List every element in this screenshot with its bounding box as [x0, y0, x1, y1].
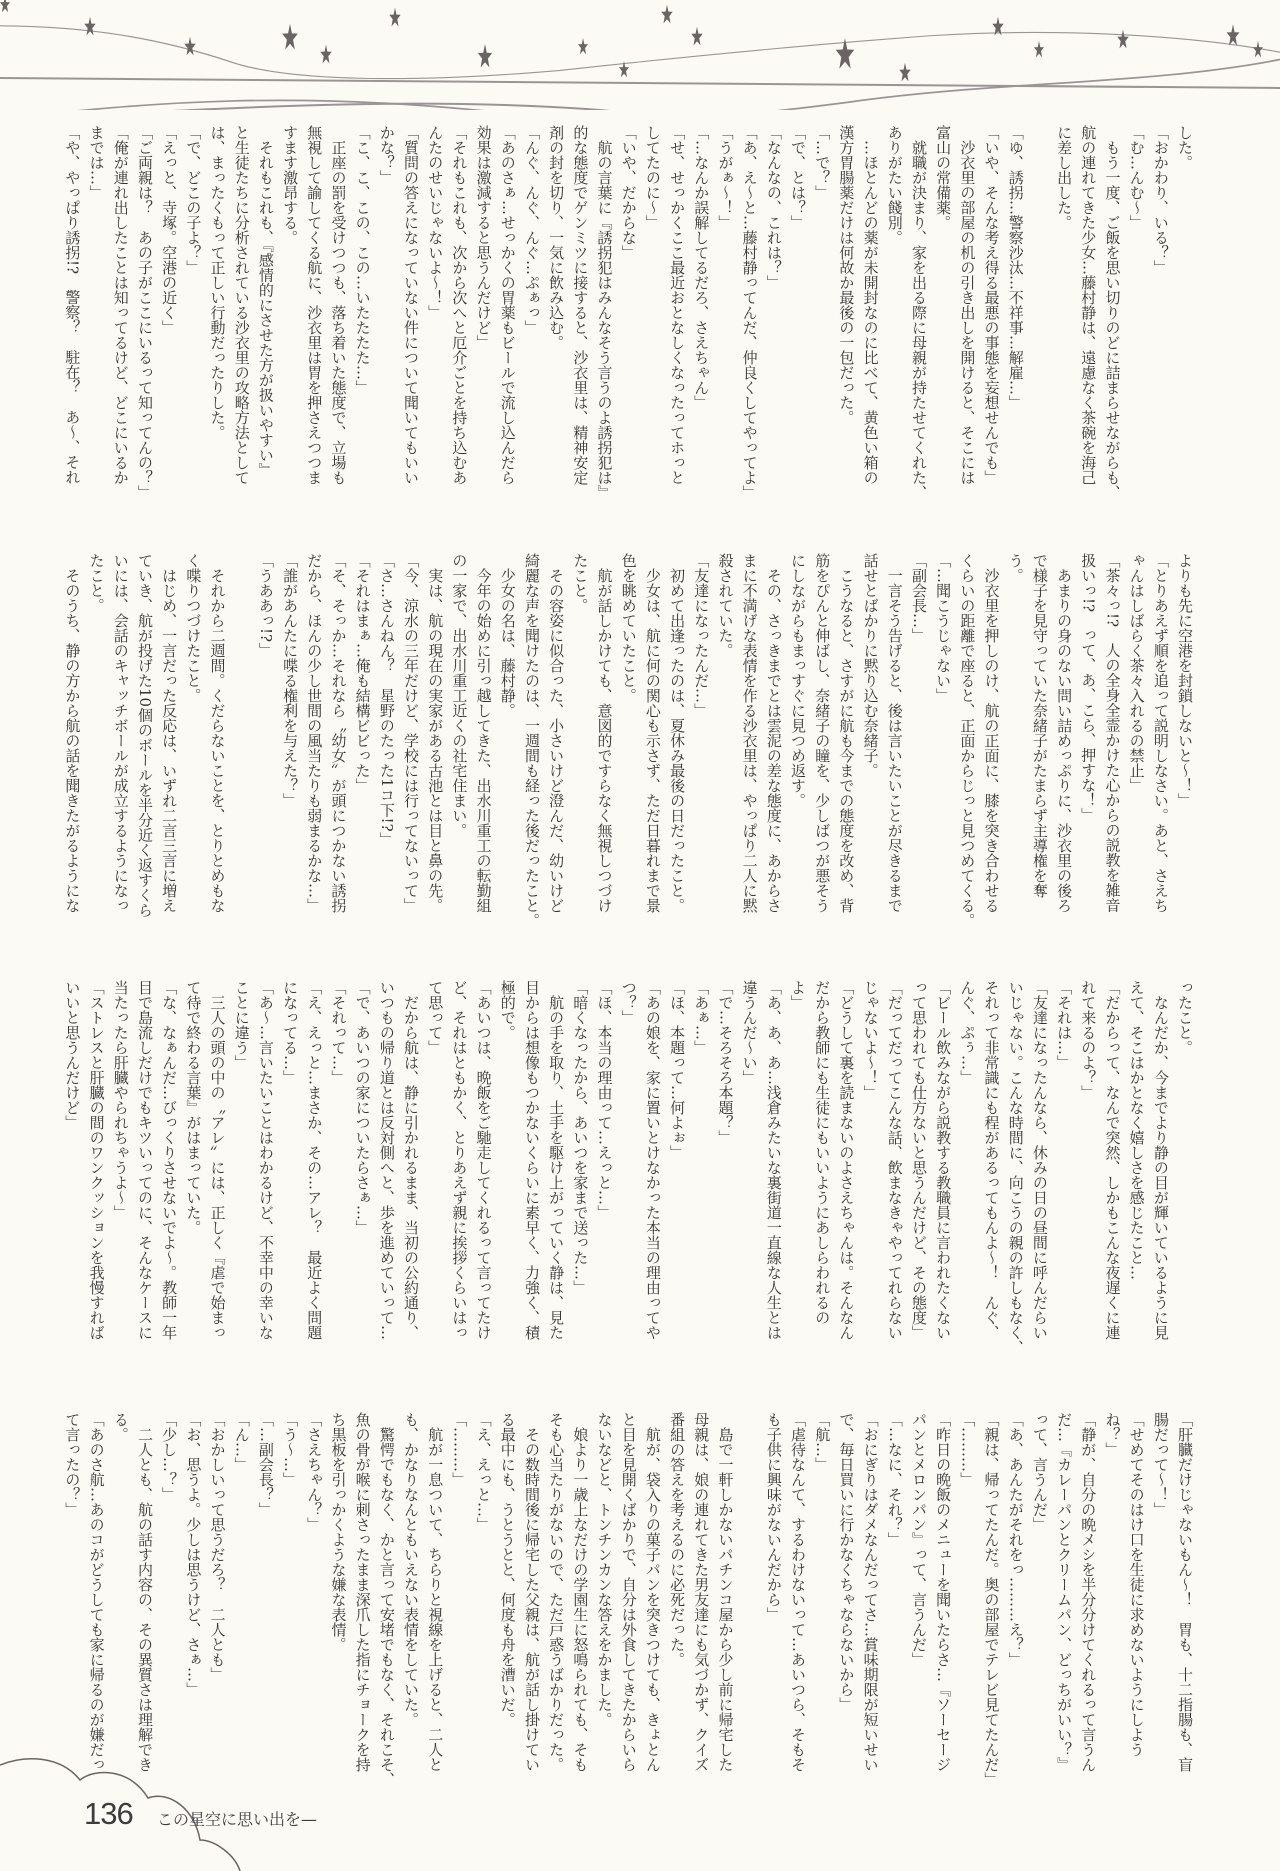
- text-line: 航が話しかけても、意図的ですらなく無視しつづけ: [595, 553, 614, 913]
- cloud-outline-decoration: [0, 1740, 400, 1871]
- text-line: 「友達になったんだ…」: [692, 553, 711, 718]
- text-line: 「どうして裏を読まないのよさえちゃんは。そんなん: [837, 980, 856, 1340]
- text-line: 今年の始めに引っ越してきた、出水川重工の転勤組: [474, 553, 493, 913]
- text-line: 「ほ、本当の理由って…えっと…」: [595, 980, 614, 1220]
- blank-line: [230, 553, 254, 917]
- text-line: 航の連れてきた少女…藤村静は、遠慮なく茶碗を海己: [1079, 125, 1098, 485]
- page-number: 136: [84, 1796, 133, 1831]
- text-line: 「ストレスと肝臓の間のワンクッションを我慢すれば: [87, 980, 106, 1340]
- text-line: ないなどと、トンチンカンな答えをかました。: [595, 1412, 614, 1727]
- star-icon: [0, 0, 10, 12]
- text-line: 母親は、娘の連れてきた男友達にも気づかず、クイズ: [692, 1412, 711, 1772]
- text-line: すます激昂する。: [281, 125, 300, 245]
- star-garland-decoration: [0, 0, 1280, 110]
- text-line: あまりの身のない問い詰めっぷりに、沙衣里の後ろ: [1055, 553, 1074, 913]
- text-line: も、かなりなんともいえない表情をしていた。: [402, 1412, 420, 1727]
- text-line: ありがたい餞別。: [885, 125, 904, 245]
- text-line: それから二週間。くだらないことを、とりとめもな: [208, 553, 227, 913]
- text-line: 「えっと、寺塚。空港の近く」: [160, 125, 179, 335]
- text-line: 島で一軒しかないパチンコ屋から少し前に帰宅した: [716, 1412, 735, 1772]
- text-line: 「こ、こ、この、この…いたたたた…」: [353, 125, 372, 395]
- text-line: たこと。: [87, 553, 106, 613]
- text-line: て待で終わる言葉』がはまっていた。: [184, 980, 203, 1235]
- text-tier-4: [60, 1412, 1197, 1787]
- text-line: 三人の頭の中の〝アレ〟には、正しく『虐で始まっ: [208, 980, 227, 1340]
- text-line: に差し出した。: [1055, 125, 1074, 230]
- text-line: 「暗くなったから、あいつを家まで送った…」: [571, 980, 590, 1295]
- text-line: 「あの娘を、家に置いとけなかった本当の理由ってや: [643, 980, 662, 1340]
- text-line: 「せ、せっかくここ最近おとなしくなったってホっと: [668, 125, 687, 485]
- text-line: まに不満げな表情を作る沙衣里は、やっぱり二人に黙: [740, 553, 759, 913]
- text-line: 少女は、航に何の関心も示さず、ただ日暮れまで景: [643, 553, 662, 913]
- text-line: 目で島流しだけでもキツいってのに、そんなケースに: [135, 980, 154, 1340]
- text-line: ことに違う」: [232, 980, 251, 1070]
- text-line: よりも先に空港を封鎖しないと〜！」: [1176, 553, 1194, 808]
- text-line: だから、ほんの少し世間の風当たりも弱まるかな…」: [305, 553, 324, 913]
- text-line: そのうち、静の方から航の話を聞きたがるようにな: [63, 553, 82, 913]
- text-line: こうなると、さすがに航も今までの態度を改め、背: [837, 553, 856, 913]
- star-icon: [84, 17, 95, 36]
- text-line: 航の言葉に『誘拐犯はみんなそう言うのよ誘拐犯は』: [595, 125, 614, 500]
- text-line: 「………」: [450, 1412, 469, 1487]
- text-line: 「それは…」: [1055, 980, 1074, 1070]
- text-tier-1: [60, 125, 1197, 500]
- text-line: 「静が、自分の晩メシを半分分けてくれるって言うん: [1079, 1412, 1098, 1772]
- star-icon: [691, 27, 702, 46]
- text-line: 「…副会長？」: [256, 1412, 275, 1517]
- text-line: 「…聞こうじゃない」: [934, 553, 953, 703]
- stars: [0, 0, 1263, 81]
- text-line: 「いや、だからな」: [619, 125, 638, 260]
- text-line: 「あ〜…言いたいことはわかるけど、不幸中の幸いな: [256, 980, 275, 1340]
- text-line: 「昨日の晩飯のメニューを聞いたらさ…『ソーセージ: [934, 1412, 953, 1772]
- star-icon: [282, 24, 298, 50]
- text-line: 「で、どこの子よ？」: [184, 125, 203, 275]
- star-icon: [1117, 30, 1128, 49]
- text-line: る最中にも、うとうとと、何度も舟を漕いだ。: [498, 1412, 517, 1727]
- text-line: 「ん…」: [232, 1412, 251, 1472]
- text-line: 「あ、あんたがそれをっ………え？」: [1006, 1412, 1025, 1667]
- text-line: 一言そう告げると、後は言いたいことが尽きるまで: [885, 553, 904, 913]
- text-line: は、まったくもって正しい行動だったりした。: [208, 125, 227, 440]
- text-line: 「あ、え〜と…藤村静ってんだ、仲良くしてやってよ」: [740, 125, 759, 500]
- text-line: 「虐待なんて、するわけないって…あいつら、そもそ: [789, 1412, 807, 1772]
- text-line: よ」: [789, 980, 807, 1010]
- text-line: してたのに〜」: [643, 125, 662, 230]
- text-line: 「で、とは？」: [789, 125, 807, 230]
- text-line: 「誰があんたに喋る権利を与えた？」: [281, 553, 300, 808]
- text-line: 「おかわり、いる？」: [1151, 125, 1170, 275]
- text-line: んぐ、ぷぅ…」: [958, 980, 977, 1085]
- star-icon: [478, 44, 492, 68]
- text-line: 航が一息ついて、ちらりと視線を上げると、二人と: [426, 1412, 445, 1772]
- book-title: この星空に思い出を—: [157, 1810, 318, 1829]
- text-line: 「おかしいって思うだろ？ 二人とも」: [208, 1412, 227, 1682]
- text-line: 「え、えっと…まさか、その…アレ？ 最近よく問題: [305, 980, 324, 1340]
- text-line: 番組の答えを考えるのに必死だった。: [668, 1412, 687, 1667]
- text-line: いには、会話のキャッチボールが成立するようになっ: [111, 553, 130, 913]
- text-line: 「俺が連れ出したことは知ってるけど、どこにいるか: [111, 125, 130, 485]
- text-line: ど、それはともかく、とりあえず親に挨拶くらいはっ: [450, 980, 469, 1340]
- text-line: 実は、航の現在の実家がある古池とは目と鼻の先。: [426, 553, 445, 913]
- text-line: 綺麗な声を聞けたのは、一週間も経った後だったこと。: [522, 553, 541, 928]
- star-icon: [899, 63, 910, 82]
- text-line: それもこれも、『感情的にさせた方が扱いやすい』: [256, 125, 275, 478]
- text-line: 筋をぴんと伸ばし、奈緒子の瞳を、少しばつが悪そう: [813, 553, 832, 913]
- text-line: 航の手を取り、土手を駆け上がっていく静は、見た: [547, 980, 566, 1340]
- text-line: 「それはまぁ…俺も結構ビビった」: [353, 553, 372, 793]
- text-line: 「少し…？」: [160, 1412, 179, 1502]
- text-line: 「あのさぁ…せっかくの胃薬もビールで流し込んだら: [498, 125, 517, 485]
- text-line: で様子を見守っていた奈緒子がたまらず主導権を奪: [1030, 553, 1049, 898]
- text-line: 目からは想像もつかないくらいに素早く、力強く、積: [522, 980, 541, 1340]
- text-tier-3: [60, 980, 1197, 1355]
- text-line: いいと思うんだけど」: [63, 980, 82, 1130]
- text-line: と生徒たちに分析されている沙衣里の攻略方法として: [232, 125, 251, 485]
- text-line: ち黒板を引っかくような嫌な表情。: [329, 1412, 348, 1652]
- text-line: って思われても仕方ないと思うんだけど、その態度」: [909, 980, 928, 1340]
- text-line: 「友達になったんなら、休みの日の昼間に呼んだらい: [1030, 980, 1049, 1340]
- text-line: の一家で、出水川重工近くの社宅住まい。: [450, 553, 469, 838]
- text-line: 漢方胃腸薬だけは何故か最後の一包だった。: [837, 125, 856, 425]
- text-line: 「ゆ、誘拐…警察沙汰…不祥事…解雇…」: [1006, 125, 1025, 410]
- text-line: 富山の常備薬。: [934, 125, 953, 230]
- text-line: それって非常識にも程があるってもんよ〜！ んぐ、: [982, 980, 1001, 1340]
- text-line: もう一度、ご飯を思い切りのどに詰まらせながらも、: [1103, 125, 1122, 500]
- text-line: 「それって…」: [329, 980, 348, 1085]
- text-line: だから航は、静に引かれるまま、当初の公約通り、: [402, 980, 420, 1340]
- text-line: つ？」: [619, 980, 638, 1025]
- text-line: 「ほ、本題って…何よぉ」: [668, 980, 687, 1160]
- text-line: 娘より一歳上なだけの学園生に怒鳴られても、そも: [571, 1412, 590, 1772]
- text-line: その数時間後に帰宅した父親は、航が話し掛けてい: [522, 1412, 541, 1772]
- star-icon: [320, 45, 331, 64]
- text-line: 殺されていた。: [716, 553, 735, 658]
- text-line: ゃんはしばらく茶々入れるの禁止」: [1127, 553, 1146, 793]
- text-line: 「や、やっぱり誘拐!? 警察？ 駐在？ あ〜、それ: [63, 125, 82, 485]
- text-line: いつもの帰り道とは反対側へと、歩を進めていって…: [377, 980, 396, 1340]
- text-line: と目を見開くばかりで、自分は外食してきたからいら: [619, 1412, 638, 1772]
- text-tier-2: [60, 553, 1197, 928]
- text-line: 初めて出逢ったのは、夏休み最後の日だったこと。: [668, 553, 687, 913]
- text-line: 「とりあえず順を追って説明しなさい。あと、さえち: [1151, 553, 1170, 913]
- text-line: 「さ…さんねん？ 星野のたった1コ下!?」: [377, 553, 396, 847]
- text-line: その容姿に似合った、小さいけど澄んだ、幼いけど: [547, 553, 566, 913]
- text-line: て言ったの？」: [63, 1412, 82, 1517]
- text-line: 「んぐ、んぐ、んぐ…ぷぁっ」: [522, 125, 541, 335]
- text-line: 「うああっ!?」: [256, 553, 275, 658]
- text-line: ていき、航が投げた10個のボールを半分近く返すくら: [135, 553, 154, 918]
- text-line: になってる…」: [281, 980, 300, 1085]
- text-line: 「だからって、なんで突然、しかもこんな夜遅くに連: [1103, 980, 1122, 1340]
- text-line: 「…なに、それ？」: [885, 1412, 904, 1547]
- text-line: 「いや、そんな考え得る最悪の事態を妄想せんでも」: [982, 125, 1001, 485]
- text-line: 「ビール飲みながら説教する教職員に言われたくない: [934, 980, 953, 1340]
- text-line: 「茶々っ!? 人の全身全霊かけた心からの説教を雑音: [1103, 553, 1122, 913]
- text-line: ね？」: [1103, 1412, 1122, 1457]
- text-line: 「で、あいつの家についたらさぁ…」: [353, 980, 372, 1235]
- text-line: 剤の封を切り、一気に飲み込む。: [547, 125, 566, 350]
- text-line: たこと。: [571, 553, 590, 613]
- star-icon: [389, 8, 400, 27]
- text-line: て思って」: [426, 980, 445, 1055]
- text-line: 的な態度でゲンミツに接すると、沙衣里は、精神安定: [571, 125, 590, 485]
- text-line: そも心当たりがないので、ただ戸惑うばかりだった。: [547, 1412, 566, 1772]
- text-line: 「ご両親は？ あの子がここにいるって知ってんの？」: [135, 125, 154, 500]
- text-line: 二人とも、航の話す内容の、その異質さは理解でき: [135, 1412, 154, 1772]
- text-line: 「………」: [958, 1412, 977, 1487]
- text-line: パンとメロンパン』って、言うんだ」: [909, 1412, 928, 1667]
- text-line: 魚の骨が喉に刺さったまま深爪した指にチョークを持: [353, 1412, 372, 1772]
- text-line: 「…で？」: [813, 125, 832, 200]
- text-line: 「航…」: [813, 1412, 832, 1472]
- blank-line: [737, 1412, 761, 1776]
- text-line: も子供に興味がないんだから」: [764, 1412, 783, 1622]
- text-line: 少女の名は、藤村静。: [498, 553, 517, 718]
- text-line: 「う〜…」: [281, 1412, 300, 1487]
- text-line: いじゃない。こんな時間に、向こうの親の許しもなく、: [1006, 980, 1025, 1355]
- text-line: 「なんなの、これは？」: [764, 125, 783, 290]
- star-icon: [1227, 24, 1240, 45]
- text-line: なんだか、今までより静の目が輝いているように見: [1151, 980, 1170, 1340]
- text-line: えて、そこはかとなく嬉しさを感じたこと…: [1127, 980, 1146, 1280]
- text-line: 沙衣里を押しのけ、航の正面に、膝を突き合わせる: [982, 553, 1001, 913]
- text-line: した。: [1176, 125, 1194, 170]
- text-line: れて来るのよ？」: [1079, 980, 1098, 1100]
- text-line: んたのせいじゃないよ〜！」: [426, 125, 445, 320]
- text-line: 「む…んむ〜」: [1127, 125, 1146, 230]
- text-line: 話せとばかりに黙り込む奈緒子。: [861, 553, 880, 778]
- text-line: 沙衣里の部屋の机の引き出しを開けると、そこには: [958, 125, 977, 485]
- text-line: 極的で。: [498, 980, 517, 1040]
- text-line: 「親は、帰ってたんだ。奥の部屋でテレビ見てたんだ」: [982, 1412, 1001, 1787]
- text-line: 「だってだってこんな話、飲まなきゃやってれらない: [885, 980, 904, 1340]
- text-line: 「おにぎりはダメなんだってさ…賞味期限が短いせい: [861, 1412, 880, 1772]
- text-line: その、さっきまでとは雲泥の差な態度に、あからさ: [764, 553, 783, 913]
- text-line: 扱いっ!? って、あ、こら、押すな！」: [1079, 553, 1098, 823]
- text-line: 「あいつは、晩飯をご馳走してくれるって言ってたけ: [474, 980, 493, 1340]
- text-line: 「それもこれも、次から次へと厄介ごとを持ち込むあ: [450, 125, 469, 485]
- text-line: く喋りつづけたこと。: [184, 553, 203, 703]
- text-line: で、毎日買いに行かなくちゃならないから」: [837, 1412, 856, 1712]
- text-line: はじめ、一言だった反応は、いずれ二言三言に増え: [160, 553, 179, 913]
- text-line: にしながらもまっすぐに見つめ返す。: [789, 553, 807, 808]
- text-line: って、言うんだ」: [1030, 1412, 1049, 1532]
- text-line: くらいの距離で座ると、正面からじっと見つめてくる。: [958, 553, 977, 928]
- text-line: 就職が決まり、家を出る際に母親が持たせてくれた、: [909, 125, 928, 500]
- text-line: じゃないよ〜！」: [861, 980, 880, 1100]
- text-line: 「副会長…」: [909, 553, 928, 643]
- text-line: 当たったら肝臓やられちゃうよ〜」: [111, 980, 130, 1220]
- text-line: 違うんだ〜い」: [740, 980, 759, 1085]
- text-line: 「あぁ…」: [692, 980, 711, 1055]
- text-line: 「お、思うよ。少しは思うけど、さぁ…」: [184, 1412, 203, 1697]
- text-line: …ほとんどの薬が未開封なのに比べて、黄色い箱の: [861, 125, 880, 485]
- text-line: 「あのさ航…あのコがどうしても家に帰るのが嫌だっ: [87, 1412, 106, 1772]
- text-line: 効果は激減すると思うんだけど」: [474, 125, 493, 350]
- text-line: 航が、袋入りの菓子パンを突きつけても、きょとん: [643, 1412, 662, 1772]
- text-line: 「さえちゃん？」: [305, 1412, 324, 1532]
- text-line: 「そ、そっか…それなら〝幼女〟が頭につかない誘拐: [329, 553, 348, 913]
- text-line: 色を眺めていたこと。: [619, 553, 638, 703]
- text-line: 驚愕でもなく、かと言って安堵でもなく、それこそ、: [377, 1412, 396, 1787]
- star-icon: [661, 5, 672, 24]
- text-line: 「な、なぁんだ…びっくりさせないでよ〜。教師一年: [160, 980, 179, 1340]
- text-line: 「せめてそのはけ口を生徒に求めないようにしよう: [1127, 1412, 1146, 1757]
- text-line: ったこと。: [1176, 980, 1194, 1055]
- star-icon: [1034, 41, 1044, 58]
- text-line: 「肝臓だけじゃないもん〜！ 胃も、十二指腸も、盲: [1176, 1412, 1194, 1772]
- text-line: 「え、えっと…」: [474, 1412, 493, 1532]
- text-line: 「質問の答えになっていない件について聞いてもいい: [402, 125, 420, 485]
- text-line: 「…なんか誤解してるだろ、さえちゃん」: [692, 125, 711, 410]
- text-line: だから教師にも生徒にもいいようにあしらわれるの: [813, 980, 832, 1325]
- garland-lines: [0, 26, 1280, 110]
- text-line: までは…」: [87, 125, 106, 200]
- text-line: だ…『カレーパンとクリームパン、どっちがいい？』: [1055, 1412, 1074, 1772]
- text-line: る。: [111, 1412, 130, 1442]
- text-line: 腸だって〜！」: [1151, 1412, 1170, 1517]
- star-icon: [184, 37, 195, 56]
- text-line: 無視して諭してくる航に、沙衣里は胃を押さえつつま: [305, 125, 324, 485]
- text-line: 「うがぁ〜！」: [716, 125, 735, 230]
- text-line: 「で…そろそろ本題？」: [716, 980, 735, 1145]
- text-line: かな？」: [377, 125, 396, 185]
- text-line: 「今、涼水の三年だけど、学校には行ってないって」: [402, 553, 420, 913]
- text-line: 「あ、あ、あ…浅倉みたいな裏街道一直線な人生とは: [764, 980, 783, 1340]
- star-icon: [578, 38, 588, 55]
- text-line: う。: [1006, 553, 1025, 583]
- text-line: 正座の罰を受けつつも、落ち着いた態度で、立場も: [329, 125, 348, 485]
- blank-line: [1028, 125, 1052, 489]
